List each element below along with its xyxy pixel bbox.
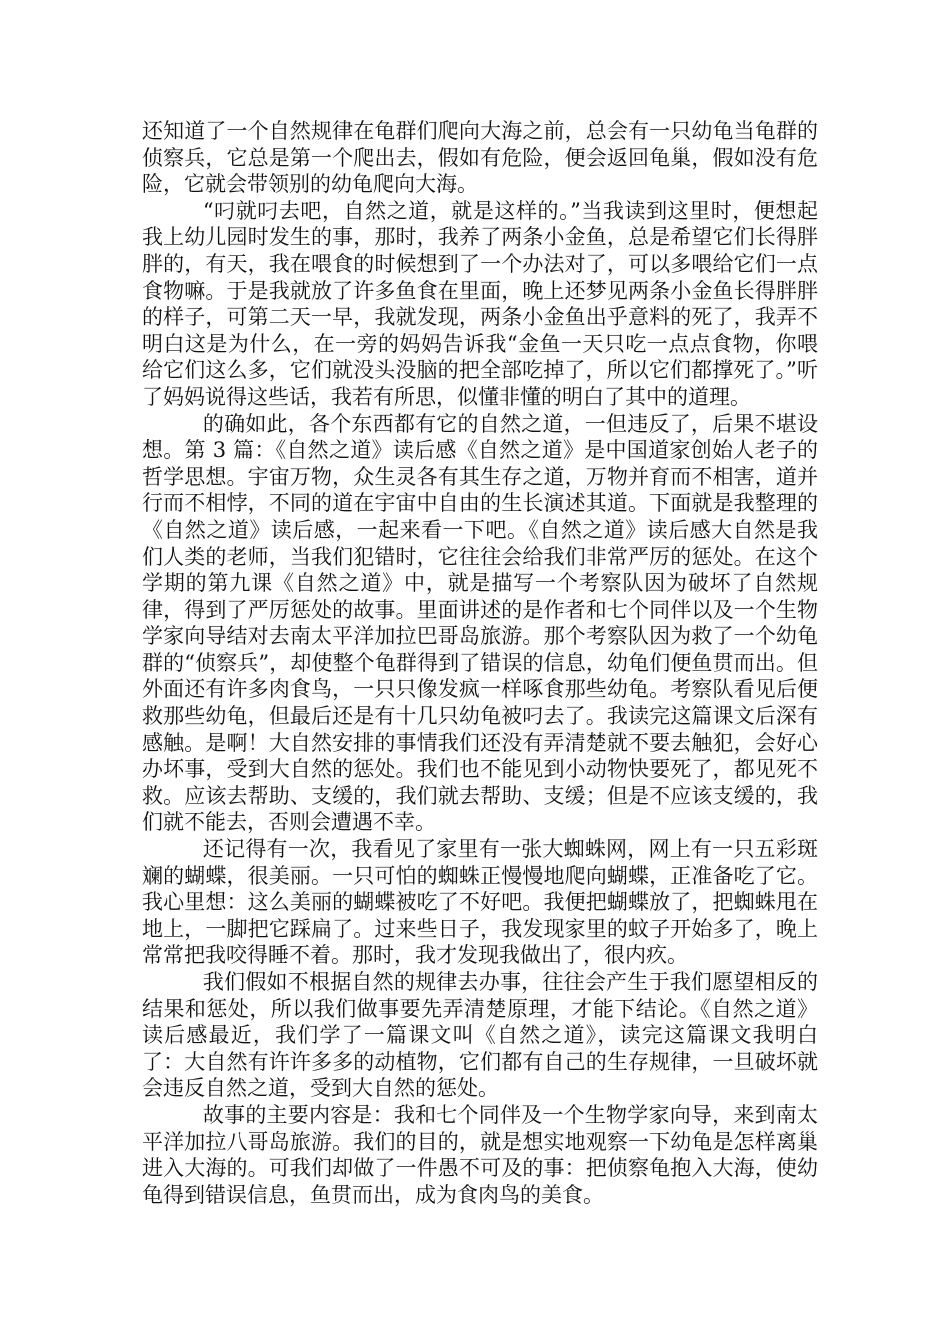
paragraph-3: 的确如此，各个东西都有它的自然之道，一但违反了，后果不堪设想。第 3 篇：《自然之道》读后感《自然之道》是中国道家创始人老子的哲学思想。宇宙万物，众生灵各有其生存之道，万物并育而不相害，道并行而不相悖，不同的道在宇宙中自由的生长演述其道。下面就是我整理的《自然之道》读后感，一起来看一下吧。《自然之道》读后感大自然是我们人类的老师，当我们犯错时，它往往会给我们非常严厉的惩处。在这个学期的第九课《自然之道》中，就是描写一个考察队因为破坏了自然规律，得到了严厉惩处的故事。里面讲述的是作者和七个同伴以及一个生物学家向导结对去南太平洋加拉巴哥岛旅游。那个考察队因为救了一个幼龟群的“侦察兵”，却使整个龟群得到了错误的信息，幼龟们便鱼贯而出。但外面还有许多肉食鸟，一只只像发疯一样啄食那些幼龟。考察队看见后便救那些幼龟，但最后还是有十几只幼龟被叼去了。我读完这篇课文后深有感触。是啊！大自然安排的事情我们还没有弄清楚就不要去触犯，会好心办坏事，受到大自然的惩处。我们也不能见到小动物快要死了，都见死不救。应该去帮助、支缓的，我们就去帮助、支缓；但是不应该支缓的，我们就不能去，否则会遭遇不幸。	[142, 411, 818, 835]
paragraph-2: “叼就叼去吧，自然之道，就是这样的。”当我读到这里时，便想起我上幼儿园时发生的事，那时，我养了两条小金鱼，总是希望它们长得胖胖的，有天，我在喂食的时候想到了一个办法对了，可以多喂给它们一点食物嘛。于是我就放了许多鱼食在里面，晚上还梦见两条小金鱼长得胖胖的样子，可第二天一早，我就发现，两条小金鱼出乎意料的死了，我弄不明白这是为什么，在一旁的妈妈告诉我“金鱼一天只吃一点点食物，你喂给它们这么多，它们就没头没脑的把全部吃掉了，所以它们都撑死了。”听了妈妈说得这些话，我若有所思，似懂非懂的明白了其中的道理。	[142, 198, 818, 409]
paragraph-6: 故事的主要内容是：我和七个同伴及一个生物学家向导，来到南太平洋加拉八哥岛旅游。我们的目的，就是想实地观察一下幼龟是怎样离巢进入大海的。可我们却做了一件愚不可及的事：把侦察龟抱入大海，使幼龟得到错误信息，鱼贯而出，成为食肉鸟的美食。	[142, 1102, 818, 1207]
paragraph-4: 还记得有一次，我看见了家里有一张大蜘蛛网，网上有一只五彩斑斓的蝴蝶，很美丽。一只可怕的蜘蛛正慢慢地爬向蝴蝶，正准备吃了它。我心里想：这么美丽的蝴蝶被吃了不好吧。我便把蝴蝶放了，把蜘蛛甩在地上，一脚把它踩扁了。过来些日子，我发现家里的蚊子开始多了，晚上常常把我咬得睡不着。那时，我才发现我做出了，很内疚。	[142, 837, 818, 968]
document-body	[142, 118, 818, 1208]
paragraph-1: 还知道了一个自然规律在龟群们爬向大海之前，总会有一只幼龟当龟群的侦察兵，它总是第一个爬出去，假如有危险，便会返回龟巢，假如没有危险，它就会带领别的幼龟爬向大海。	[142, 119, 818, 197]
paragraph-5: 我们假如不根据自然的规律去办事，往往会产生于我们愿望相反的结果和惩处，所以我们做事要先弄清楚原理，才能下结论。《自然之道》读后感最近，我们学了一篇课文叫《自然之道》，读完这篇课文我明白了：大自然有许许多多的动植物，它们都有自己的生存规律，一旦破坏就会违反自然之道，受到大自然的惩处。	[142, 970, 818, 1101]
